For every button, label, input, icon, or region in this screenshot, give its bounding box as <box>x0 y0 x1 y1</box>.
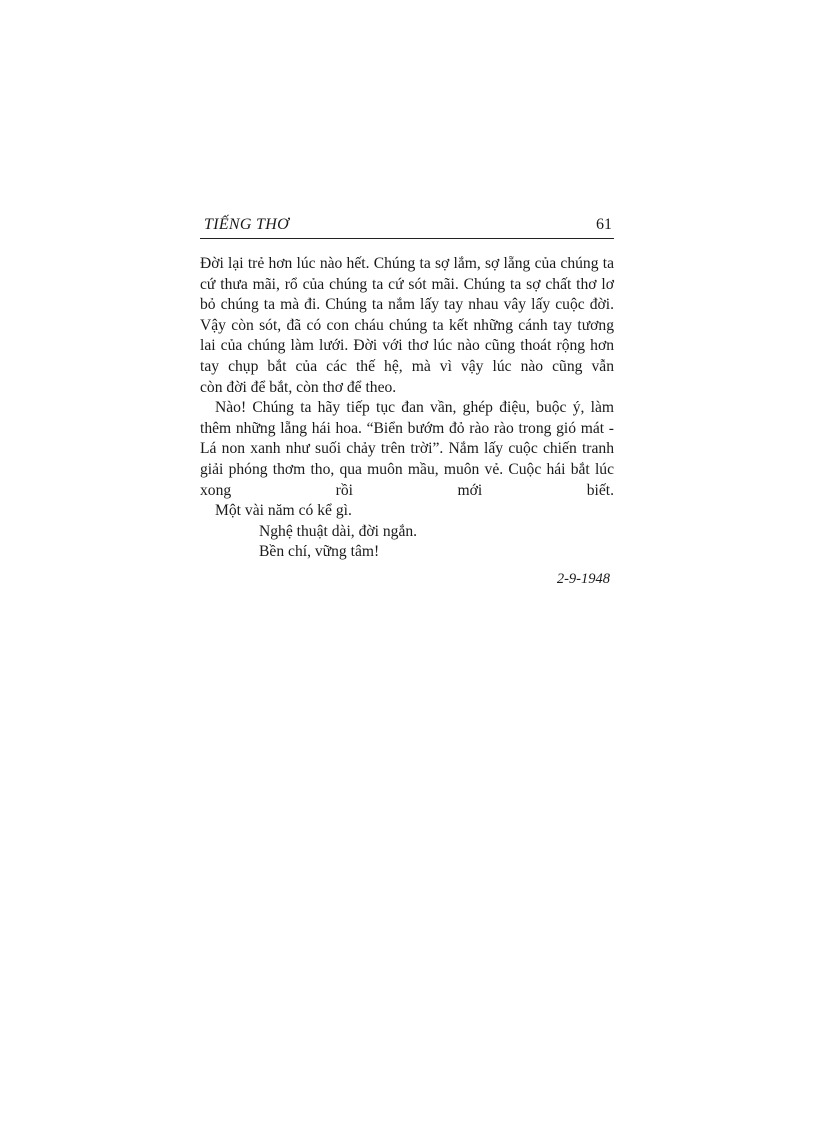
paragraph-2-last-line: Một vài năm có kể gì. <box>215 502 352 520</box>
paragraph-1-text: Đời lại trẻ hơn lúc nào hết. Chúng ta sợ lắm, sợ lẵng của chúng ta cứ thưa mãi, rổ của chúng ta cứ sót mãi. Chúng ta sợ chất thơ lơ bỏ chúng ta mà đi. Chúng ta nắm lấy tay nhau vây lấy cuộc đời. Vậy còn sót, đã có con cháu chúng ta kết những cánh tay tương lai của chúng làm lưới. Đời với thơ lúc nào cũng thoát rộng hơn tay chụp bắt của các thế hệ, mà vì vậy lúc nào cũng vẫn <box>200 255 614 375</box>
date-signature: 2-9-1948 <box>556 570 610 587</box>
paragraph-2 <box>200 398 614 522</box>
paragraph-1 <box>200 254 614 398</box>
paragraph-2-text: Nào! Chúng ta hãy tiếp tục đan vần, ghép điệu, buộc ý, làm thêm những lẵng hái hoa. “Biển bướm đỏ rào rào trong gió mát - Lá non xanh như suối chảy trên trời”. Nắm lấy cuộc chiến tranh giải phóng thơm tho, qua muôn mầu, muôn vẻ. Cuộc hái bắt lúc xong rồi mới biết. <box>200 399 614 499</box>
page-header <box>200 212 614 239</box>
book-page <box>200 212 614 590</box>
paragraph-1-last-line: còn đời để bắt, còn thơ để theo. <box>200 378 397 396</box>
verse-line-1: Nghệ thuật dài, đời ngắn. <box>259 522 418 540</box>
body-text <box>200 254 614 590</box>
verse <box>200 522 614 563</box>
running-head: TIẾNG THƠ <box>204 216 289 233</box>
page-number: 61 <box>596 216 612 233</box>
verse-line-2: Bền chí, vững tâm! <box>259 543 380 561</box>
